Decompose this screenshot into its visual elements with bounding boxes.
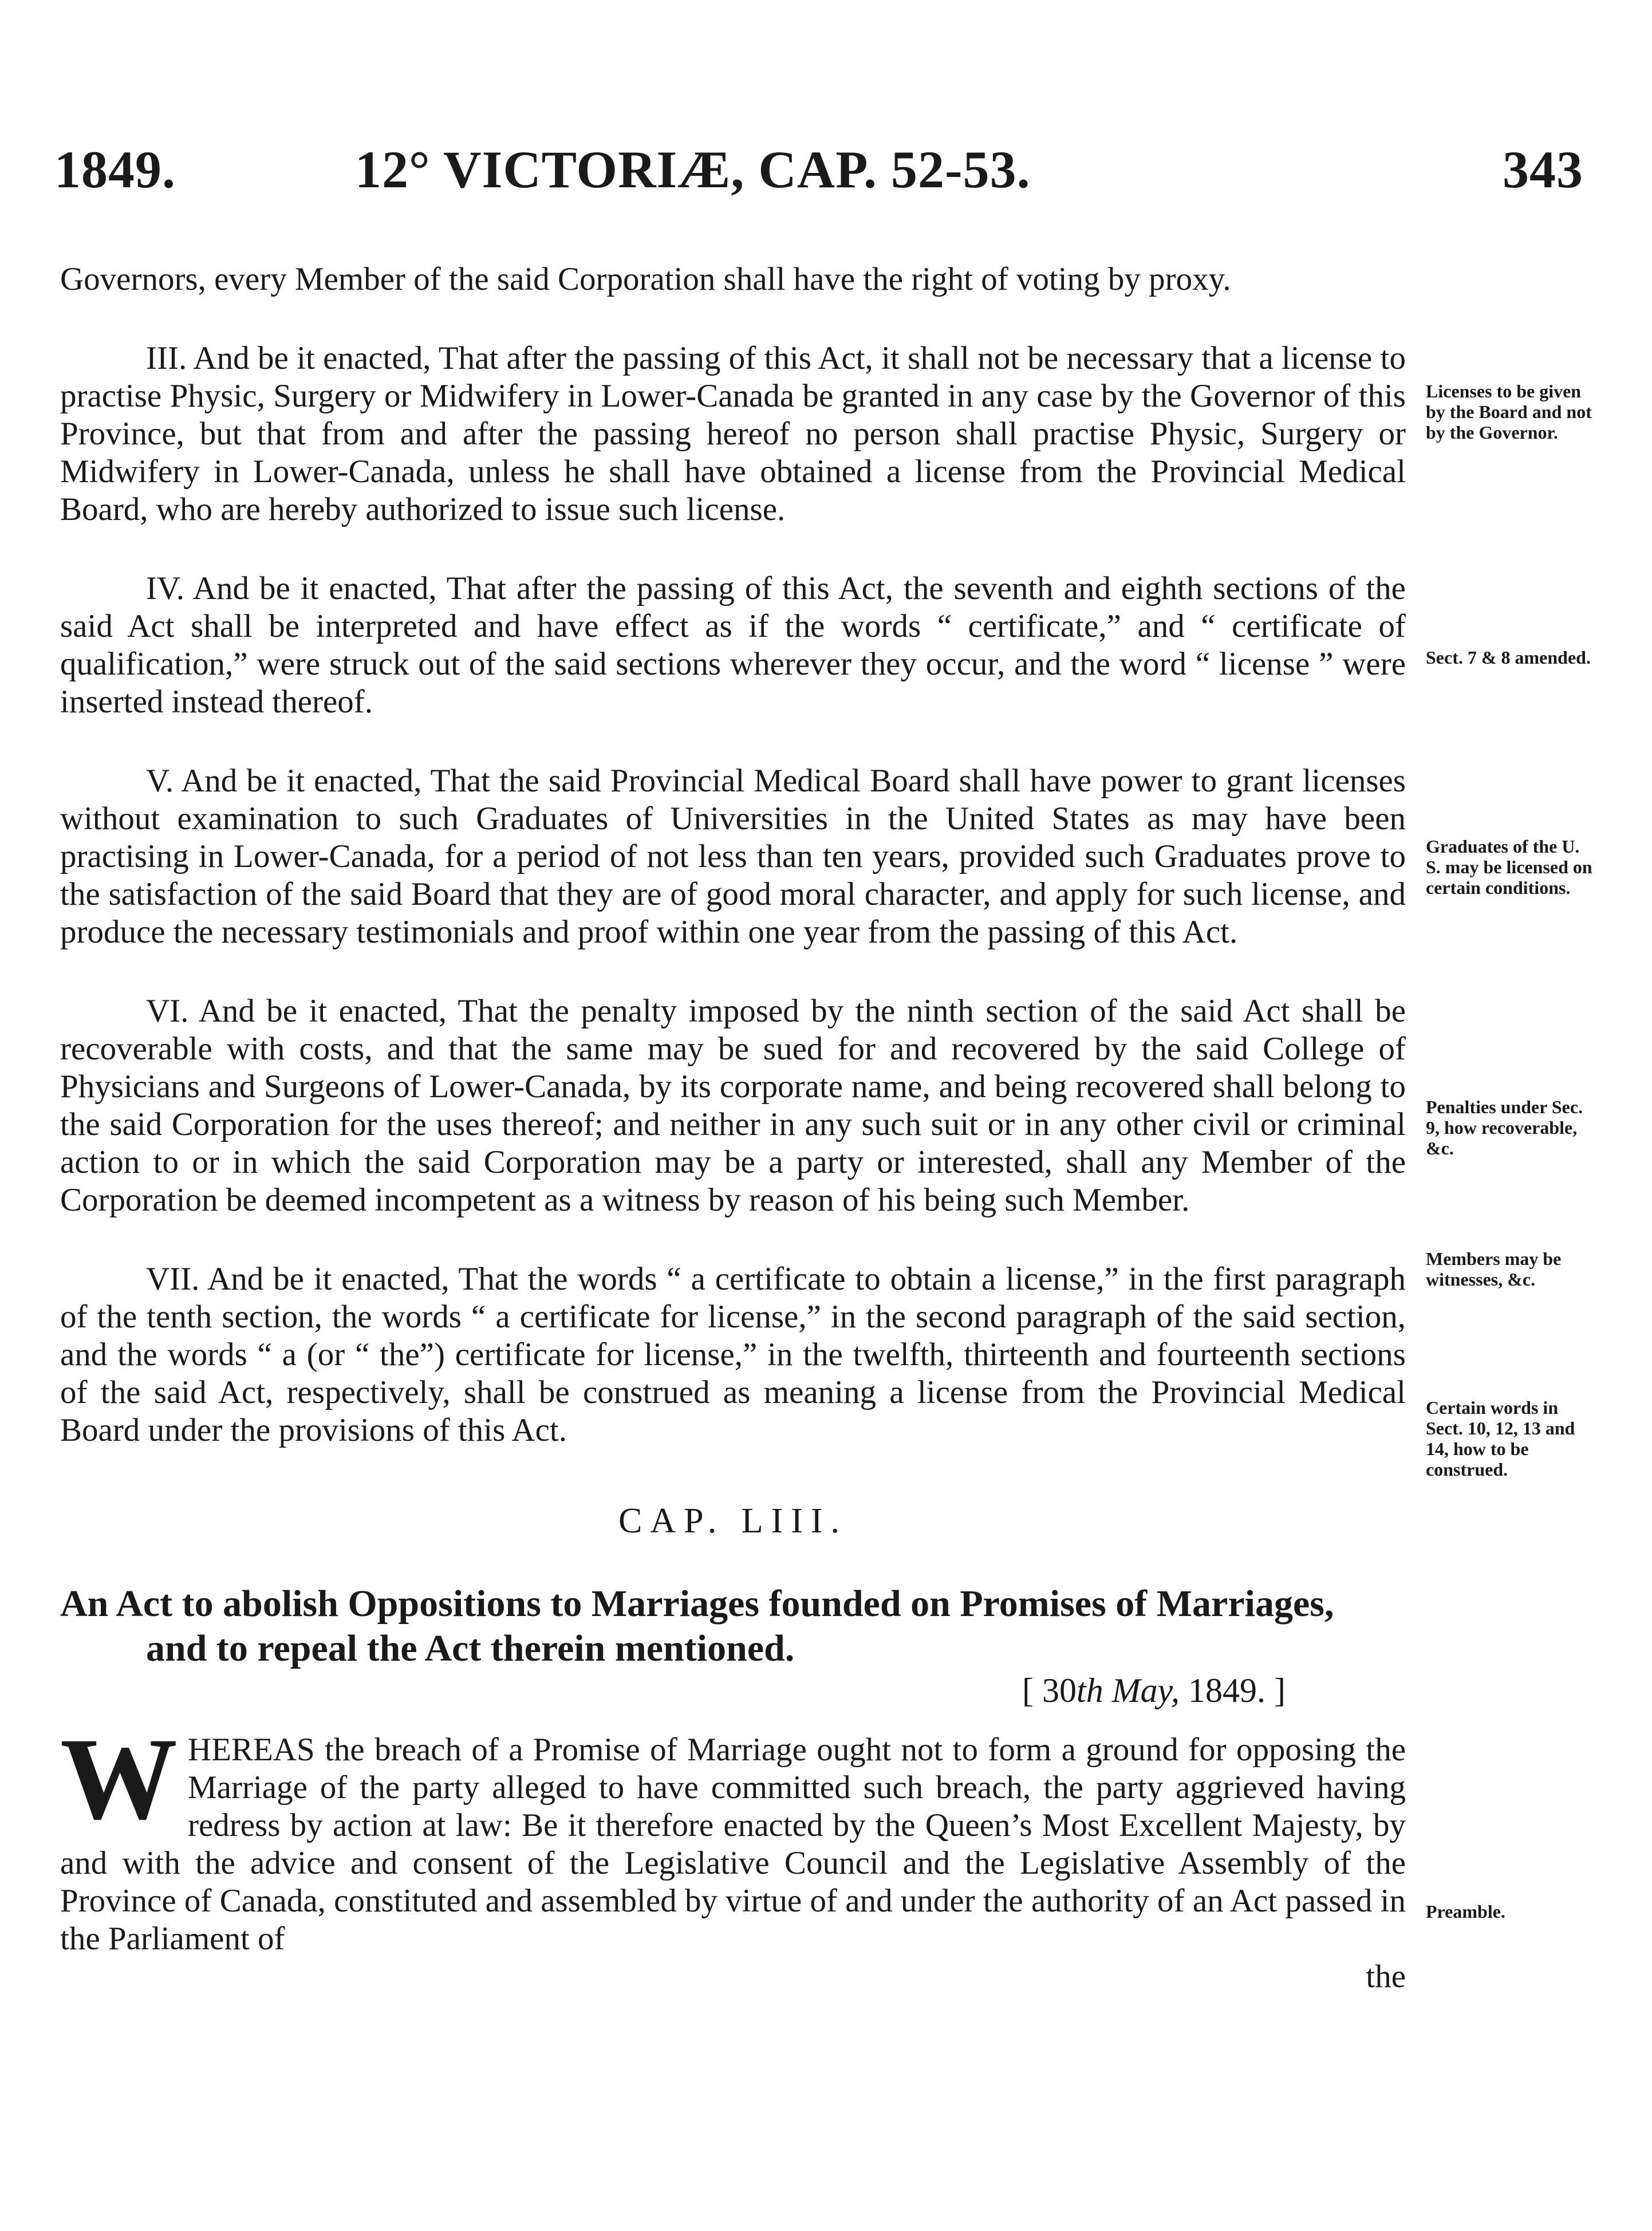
paragraph-governors: Governors, every Member of the said Corporation shall have the right of voting by proxy. <box>60 261 1231 297</box>
main-text <box>60 261 1406 1996</box>
cap-heading: CAP. LIII. <box>618 1501 848 1540</box>
section-v: V. And be it enacted, That the said Provincial Medical Board shall have power to grant licenses without examination to such Graduates of Universities in the United States as may have been practising in Lower-Canada, for a period of not less than ten years, provided such Graduates prove to the satisfaction of the said Board that they are of good moral character, and apply for such license, and produce the necessary testimonials and proof within one year from the passing of this Act. <box>60 763 1406 950</box>
preamble: WHEREAS the breach of a Promise of Marriage ought not to form a ground for opposing the Marriage of the party alleged to have committed such breach, the party aggrieved having redress by action at law: Be it therefore enacted by the Queen’s Most Excellent Majesty, by and with the advice and consent of the Legislative Council and the Legislative Assembly of the Province of Canada, constituted and assembled by virtue of and under the authority of an Act passed in the Parliament of <box>60 1714 1406 1957</box>
act-title <box>60 1582 1406 1671</box>
margin-note: Graduates of the U. S. may be licensed on certain conditions. <box>1426 836 1592 898</box>
margin-note: Certain words in Sect. 10, 12, 13 and 14, how to be construed. <box>1426 1397 1575 1480</box>
margin-note: Penalties under Sec. 9, how recoverable, &c. <box>1426 1097 1583 1158</box>
margin-note: Licenses to be given by the Board and not by the Governor. <box>1426 381 1592 443</box>
act-title-line-1: An Act to abolish Oppositions to Marriages founded on Promises of Marriages, <box>60 1583 1334 1625</box>
section-vi: VI. And be it enacted, That the penalty imposed by the ninth section of the said Act shall be recoverable with costs, and that the same may be sued for and recovered by the said College of Physicians and Surgeons of Lower-Canada, by its corporate name, and being recovered shall belong to the said Corporation for the uses thereof; and neither in any such suit or in any other civil or criminal action to or in which the said Corporation may be a party or interested, shall any Member of the Corporation be deemed incompetent as a witness by reason of his being such Member. <box>60 993 1406 1218</box>
margin-note: Preamble. <box>1426 1901 1505 1922</box>
section-vii: VII. And be it enacted, That the words “ a certificate to obtain a license,” in the first paragraph of the tenth section, the words “ a certificate for license,” in the second paragraph of the said section, and the words “ a (or “ the”) certificate for license,” in the twelfth, thirteenth and fourteenth sections of the said Act, respectively, shall be construed as meaning a license from the Provincial Medical Board under the provisions of this Act. <box>60 1261 1406 1448</box>
drop-cap: W <box>60 1714 178 1844</box>
page-number: 343 <box>1503 140 1583 199</box>
margin-note: Sect. 7 & 8 amended. <box>1426 647 1591 668</box>
section-iv: IV. And be it enacted, That after the passing of this Act, the seventh and eighth sections of the said Act shall be interpreted and have effect as if the words “ certificate,” and “ certificate of qualification,” were struck out of the said sections wherever they occur, and the word “ license ” were inserted instead thereof. <box>60 570 1406 720</box>
header-year: 1849. <box>54 140 176 199</box>
assent-date: [ 30th May, 1849. ] <box>1022 1672 1286 1709</box>
header-title: 12° VICTORIÆ, CAP. 52-53. <box>355 140 1031 199</box>
section-iii: III. And be it enacted, That after the passing of this Act, it shall not be necessary that a license to practise Physic, Surgery or Midwifery in Lower-Canada be granted in any case by the Governor of this Province, but that from and after the passing hereof no person shall practise Physic, Surgery or Midwifery in Lower-Canada, unless he shall have obtained a license from the Provincial Medical Board, who are hereby authorized to issue such license. <box>60 340 1406 527</box>
catchword: the <box>1366 1958 1406 1995</box>
margin-note: Members may be witnesses, &c. <box>1426 1248 1562 1290</box>
act-title-line-2: and to repeal the Act therein mentioned. <box>146 1627 795 1669</box>
